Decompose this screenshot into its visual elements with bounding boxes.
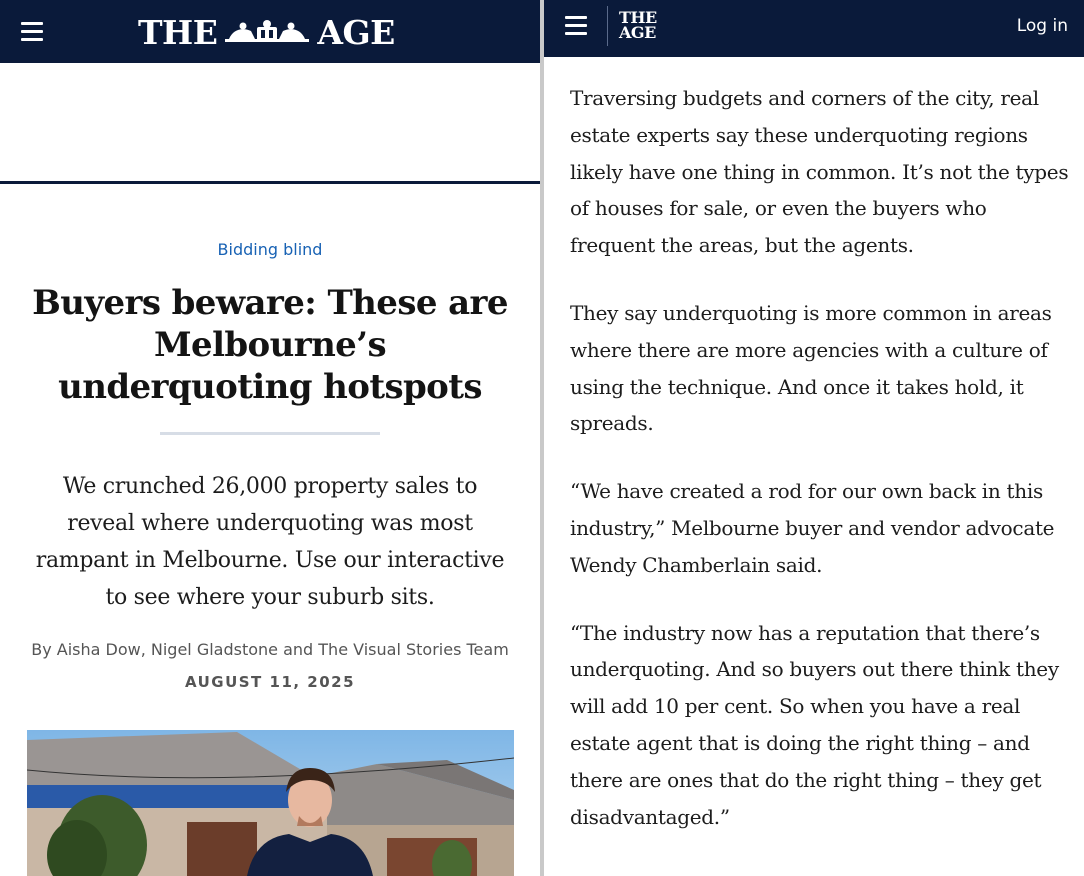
hamburger-menu-icon[interactable] xyxy=(565,16,589,36)
hamburger-menu-icon[interactable] xyxy=(21,22,45,42)
article-standfirst: We crunched 26,000 property sales to reveal where underquoting was most rampant in Melbourne. Use our interactive to see where your suburb sits. xyxy=(35,474,505,610)
masthead-word-age: AGE xyxy=(317,12,395,52)
body-paragraph: “The industry now has a reputation that there’s underquoting. And so buyers out there think they will add 10 per cent. So when you have a real estate agent that is doing the right thing – and there are ones that do the right thing – they get disadvantaged.” xyxy=(570,620,1059,829)
right-screen xyxy=(544,0,1084,876)
coat-of-arms-icon xyxy=(221,17,313,47)
body-paragraph: They say underquoting is more common in areas where there are more agencies with a culture of using the technique. And once it takes hold, it spreads. xyxy=(570,300,1052,436)
masthead-word-the: THE xyxy=(138,12,218,52)
headline-divider xyxy=(160,432,380,435)
section-divider xyxy=(0,181,540,184)
article-date: AUGUST 11, 2025 xyxy=(184,673,356,691)
ad-slot xyxy=(0,63,540,181)
site-header-compact xyxy=(544,0,1084,57)
body-paragraph: “We have created a rod for our own back in this industry,” Melbourne buyer and vendor advocate Wendy Chamberlain said. xyxy=(570,479,1055,577)
masthead-logo[interactable] xyxy=(138,12,395,52)
masthead-logo-compact[interactable] xyxy=(619,10,657,40)
header-separator xyxy=(607,6,608,46)
article-kicker[interactable]: Bidding blind xyxy=(217,240,323,259)
hero-photo[interactable] xyxy=(27,730,514,876)
left-screen xyxy=(0,0,540,876)
article-body xyxy=(570,80,1070,866)
body-paragraph: Traversing budgets and corners of the city, real estate experts say these underquoting regions likely have one thing in common. It’s not the types of houses for sale, or even the buyers who frequent the areas, but the agents. xyxy=(570,86,1069,258)
masthead-line-age: AGE xyxy=(619,23,656,42)
site-header xyxy=(0,0,540,63)
article-byline: By Aisha Dow, Nigel Gladstone and The Visual Stories Team xyxy=(31,640,509,659)
masthead-line-the: THE xyxy=(619,8,657,27)
login-button[interactable]: Log in xyxy=(1016,16,1068,36)
article-headline: Buyers beware: These are Melbourne’s underquoting hotspots xyxy=(32,283,508,407)
